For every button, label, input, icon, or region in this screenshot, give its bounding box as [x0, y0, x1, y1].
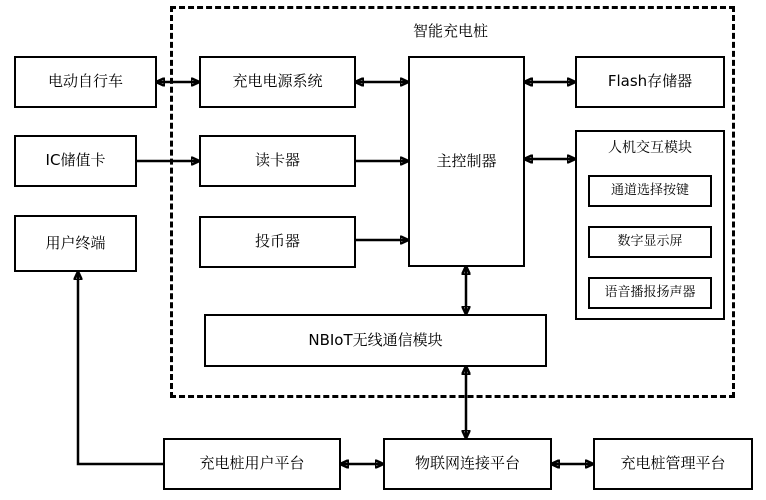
node-coin-acceptor[interactable]: 投币器	[199, 216, 356, 268]
node-iot-platform[interactable]: 物联网连接平台	[383, 438, 552, 490]
node-user-terminal[interactable]: 用户终端	[14, 215, 137, 272]
hmi-module-label: 人机交互模块	[608, 140, 692, 156]
node-flash-storage[interactable]: Flash存储器	[575, 56, 725, 108]
node-voice-speaker[interactable]: 语音播报扬声器	[588, 277, 712, 309]
node-main-controller[interactable]: 主控制器	[408, 56, 525, 267]
node-digital-display[interactable]: 数字显示屏	[588, 226, 712, 258]
node-channel-select-keys[interactable]: 通道选择按键	[588, 175, 712, 207]
node-card-reader[interactable]: 读卡器	[199, 135, 356, 187]
node-nbiot-module[interactable]: NBIoT无线通信模块	[204, 314, 547, 367]
node-ic-card[interactable]: IC储值卡	[14, 135, 137, 187]
node-power-system[interactable]: 充电电源系统	[199, 56, 356, 108]
smart-charging-pile-title: 智能充电桩	[413, 22, 489, 40]
node-user-platform[interactable]: 充电桩用户平台	[163, 438, 341, 490]
node-ebike[interactable]: 电动自行车	[14, 56, 157, 108]
node-manage-platform[interactable]: 充电桩管理平台	[593, 438, 753, 490]
